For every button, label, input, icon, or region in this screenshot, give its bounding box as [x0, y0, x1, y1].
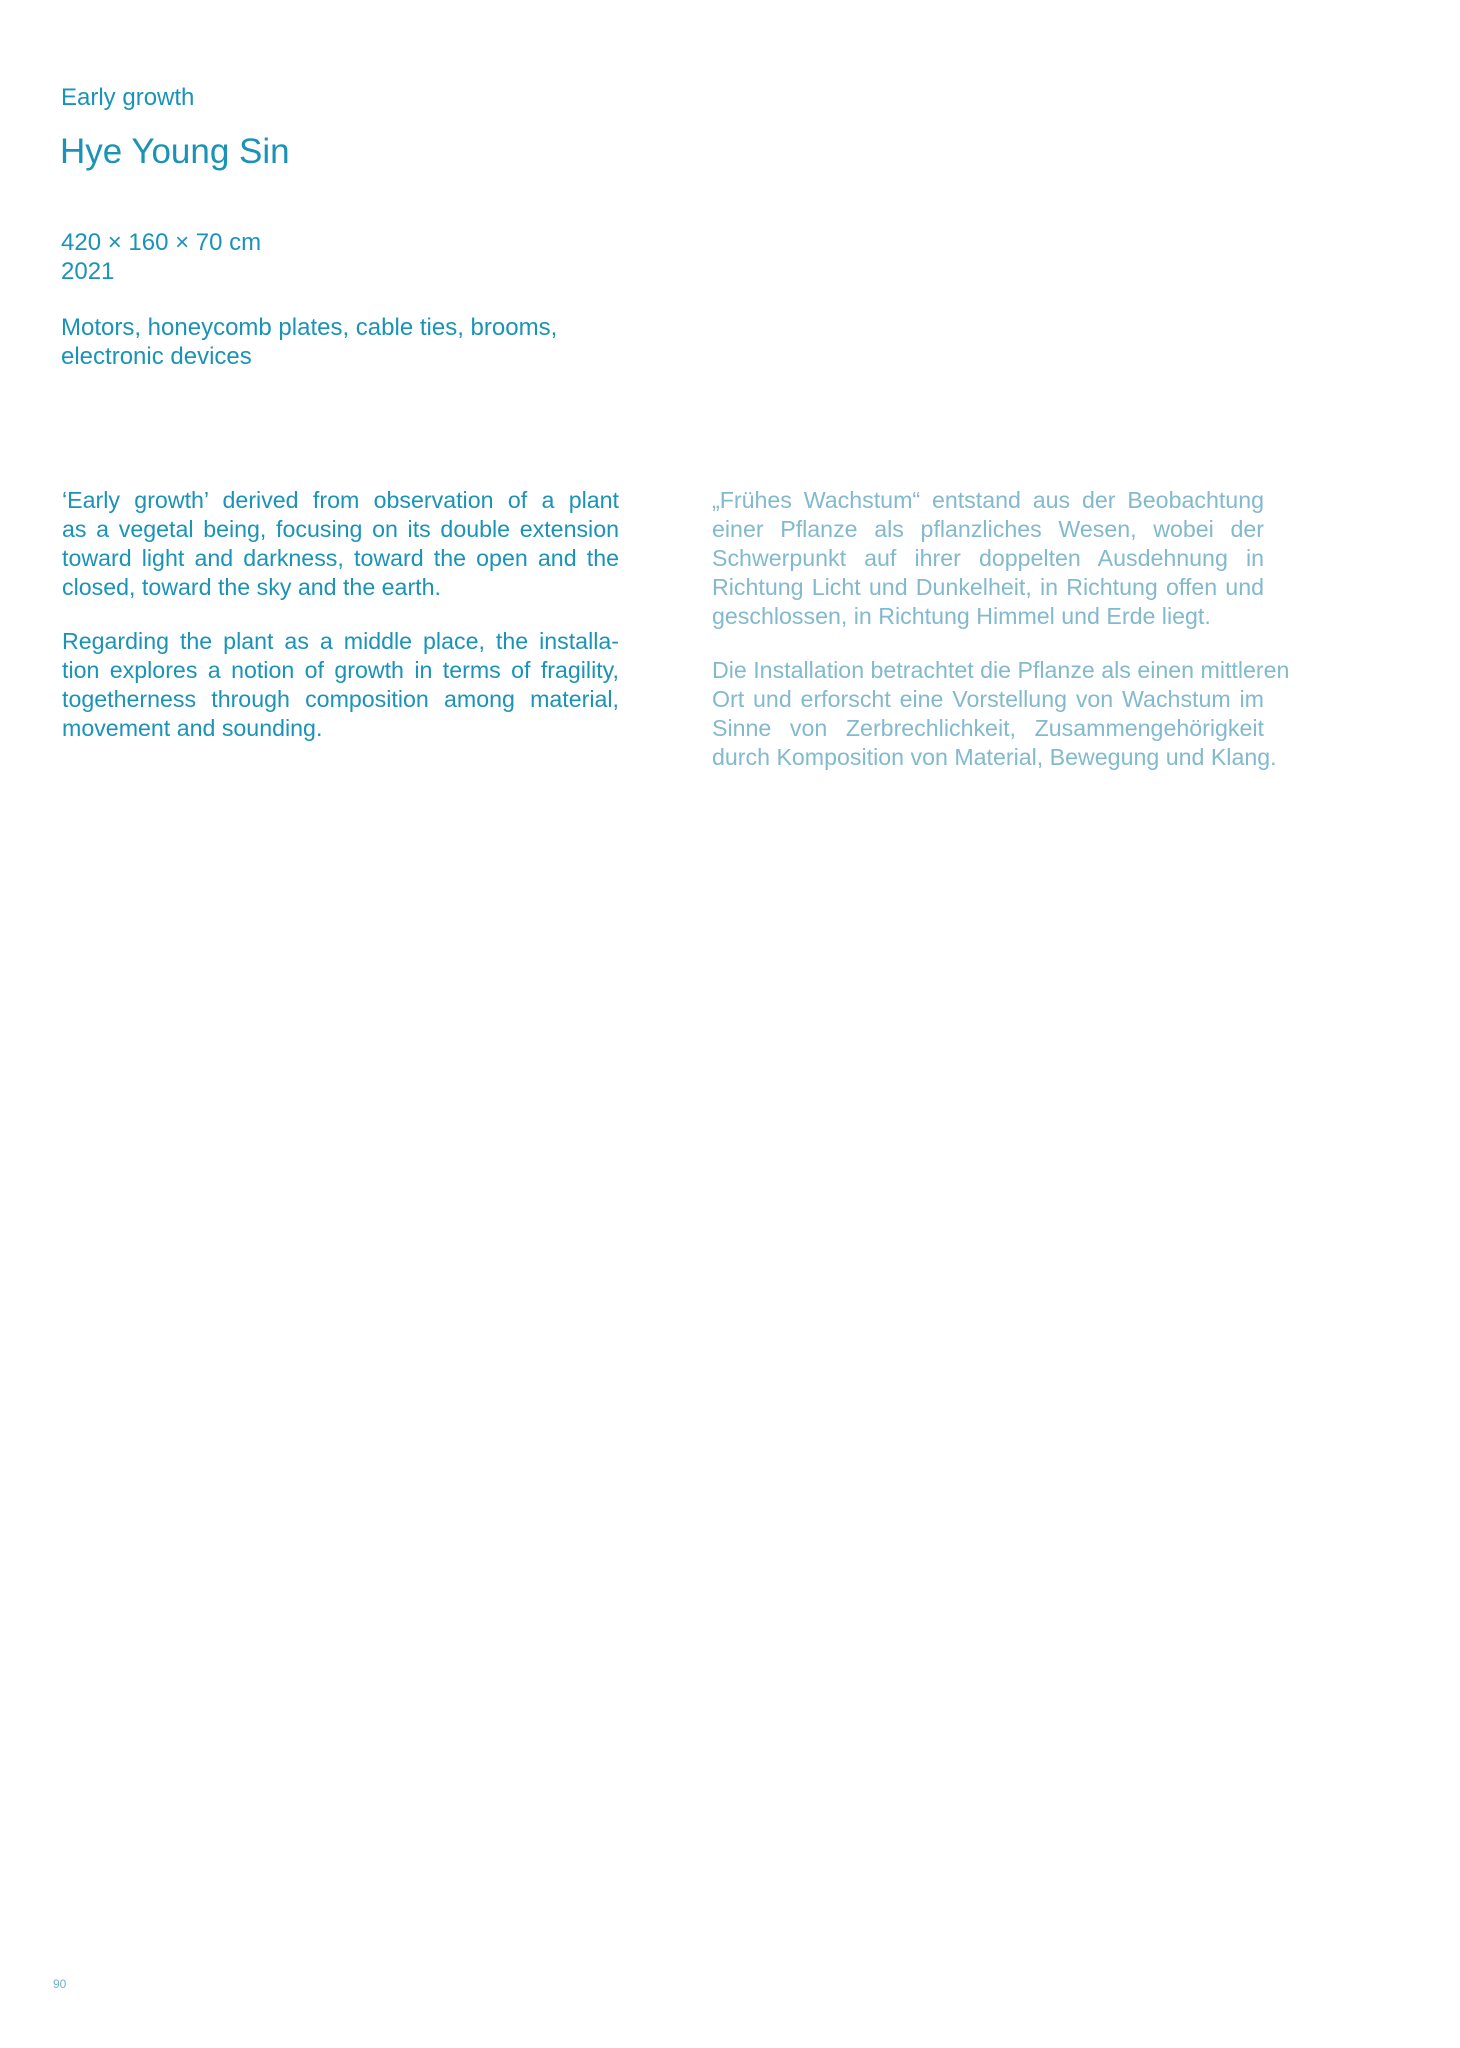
german-text-column: [712, 486, 1290, 797]
text-line: „Frühes Wachstum“ entstand aus der Beobachtung: [712, 487, 1264, 513]
text-line: Regarding the plant as a middle place, the installa-: [62, 628, 619, 654]
materials-line: electronic devices: [61, 343, 252, 370]
english-text-column: [62, 486, 619, 768]
text-line: geschlossen, in Richtung Himmel und Erde liegt.: [712, 603, 1211, 629]
text-line: as a vegetal being, focusing on its double extension: [62, 516, 619, 542]
german-paragraph-1: [712, 486, 1264, 631]
english-paragraph-1: [62, 486, 619, 602]
text-line: toward light and darkness, toward the open and the: [62, 545, 619, 571]
text-line: movement and sounding.: [62, 715, 323, 741]
text-line: Richtung Licht und Dunkelheit, in Richtung offen und: [712, 574, 1264, 600]
dimensions: 420 × 160 × 70 cm: [61, 229, 262, 256]
text-line: einer Pflanze als pflanzliches Wesen, wobei der: [712, 516, 1264, 542]
work-details: [61, 228, 261, 286]
year: 2021: [61, 258, 115, 285]
english-paragraph-2: [62, 627, 619, 743]
german-paragraph-2: [712, 656, 1290, 772]
text-line: Schwerpunkt auf ihrer doppelten Ausdehnung in: [712, 545, 1264, 571]
text-line: closed, toward the sky and the earth.: [62, 574, 441, 600]
page-number: 90: [53, 1977, 67, 1991]
text-line: Ort und erforscht eine Vorstellung von Wachstum im: [712, 686, 1264, 712]
text-line: tion explores a notion of growth in terms of fragility,: [62, 657, 619, 683]
text-line: durch Komposition von Material, Bewegung und Klang.: [712, 744, 1277, 770]
text-line: togetherness through composition among material,: [62, 686, 619, 712]
text-line: Sinne von Zerbrechlichkeit, Zusammengehörigkeit: [712, 715, 1264, 741]
materials: [61, 313, 661, 371]
work-title: Early growth: [61, 84, 195, 111]
artist-name: Hye Young Sin: [60, 132, 290, 171]
materials-line: Motors, honeycomb plates, cable ties, brooms,: [61, 314, 558, 341]
text-line: Die Installation betrachtet die Pflanze als einen mittleren: [712, 657, 1290, 683]
text-line: ‘Early growth’ derived from observation of a plant: [62, 487, 619, 513]
